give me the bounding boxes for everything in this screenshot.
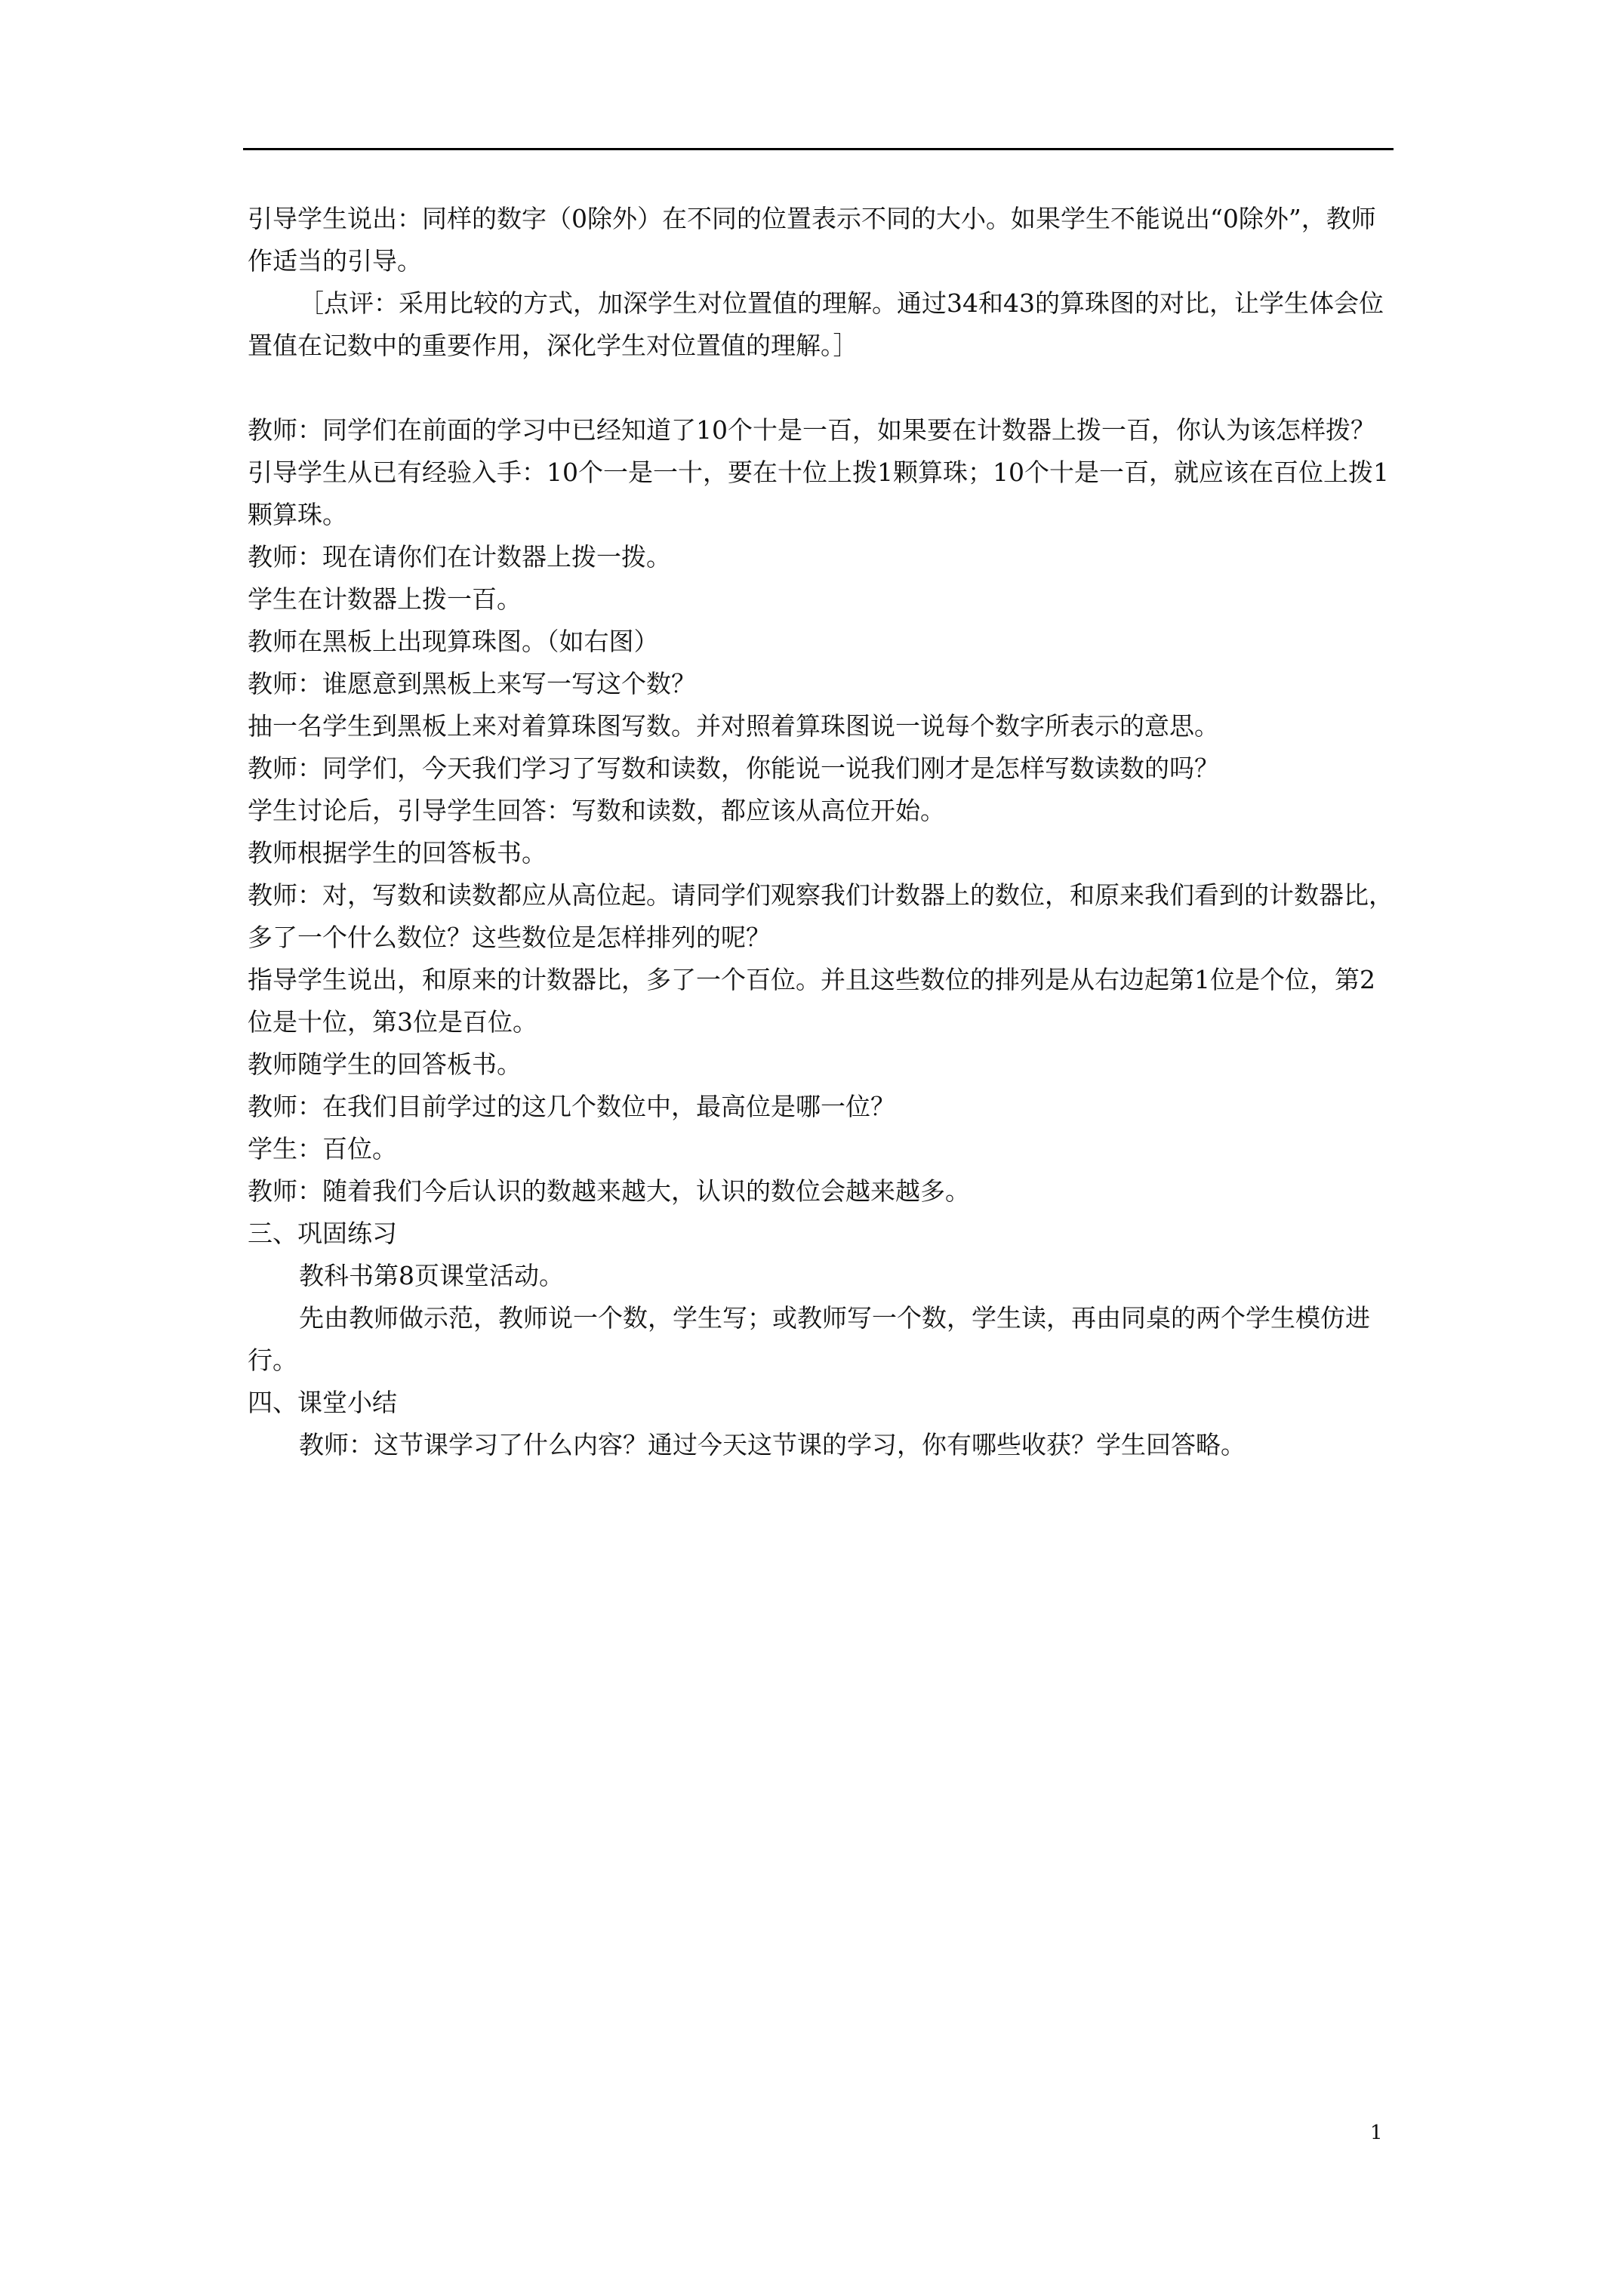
document-body bbox=[248, 198, 1395, 1466]
paragraph-p7: 教师在黑板上出现算珠图。（如右图） bbox=[248, 627, 659, 656]
paragraph-p4: 引导学生从已有经验入手：10个一是一十，要在十位上拨1颗算珠；10个十是一百，就应该在百位上拨1颗算珠。 bbox=[248, 458, 1389, 529]
paragraph-p23: 教师：这节课学习了什么内容？通过今天这节课的学习，你有哪些收获？学生回答略。 bbox=[299, 1430, 1246, 1459]
paragraph-p8: 教师：谁愿意到黑板上来写一写这个数？ bbox=[248, 669, 696, 698]
paragraph-p16: 教师：在我们目前学过的这几个数位中，最高位是哪一位？ bbox=[248, 1092, 895, 1121]
paragraph-p9: 抽一名学生到黑板上来对着算珠图写数。并对照着算珠图说一说每个数字所表示的意思。 bbox=[248, 711, 1219, 741]
page-number: 1 bbox=[1370, 2122, 1383, 2144]
paragraph-p20: 教科书第8页课堂活动。 bbox=[299, 1261, 564, 1290]
paragraph-p19: 三、巩固练习 bbox=[248, 1219, 397, 1248]
paragraph-p14: 指导学生说出，和原来的计数器比，多了一个百位。并且这些数位的排列是从右边起第1位是个位，第2位是十位，第3位是百位。 bbox=[248, 965, 1375, 1037]
paragraph-p6: 学生在计数器上拨一百。 bbox=[248, 584, 522, 614]
blank-line bbox=[248, 367, 1395, 409]
paragraph-p13: 教师：对，写数和读数都应从高位起。请同学们观察我们计数器上的数位，和原来我们看到的计数器比，多了一个什么数位？这些数位是怎样排列的呢？ bbox=[248, 880, 1394, 952]
paragraph-p11: 学生讨论后，引导学生回答：写数和读数，都应该从高位开始。 bbox=[248, 796, 945, 825]
paragraph-p15: 教师随学生的回答板书。 bbox=[248, 1049, 522, 1079]
paragraph-p2: ［点评：采用比较的方式，加深学生对位置值的理解。通过34和43的算珠图的对比，让学生体会位置值在记数中的重要作用，深化学生对位置值的理解。］ bbox=[248, 288, 1384, 360]
paragraph-p12: 教师根据学生的回答板书。 bbox=[248, 838, 547, 868]
paragraph-p3: 教师：同学们在前面的学习中已经知道了10个十是一百，如果要在计数器上拨一百，你认为该怎样拨？ bbox=[248, 415, 1375, 445]
paragraph-p18: 教师：随着我们今后认识的数越来越大，认识的数位会越来越多。 bbox=[248, 1176, 970, 1206]
paragraph-p10: 教师：同学们，今天我们学习了写数和读数，你能说一说我们刚才是怎样写数读数的吗？ bbox=[248, 754, 1219, 783]
paragraph-p21: 先由教师做示范，教师说一个数，学生写；或教师写一个数，学生读，再由同桌的两个学生模仿进行。 bbox=[248, 1303, 1370, 1375]
paragraph-p17: 学生：百位。 bbox=[248, 1134, 397, 1163]
paragraph-p1: 引导学生说出：同样的数字（0除外）在不同的位置表示不同的大小。如果学生不能说出“0除外”，教师作适当的引导。 bbox=[248, 204, 1376, 276]
header-rule bbox=[243, 148, 1394, 150]
paragraph-p22: 四、课堂小结 bbox=[248, 1388, 397, 1417]
paragraph-p5: 教师：现在请你们在计数器上拨一拨。 bbox=[248, 542, 671, 572]
